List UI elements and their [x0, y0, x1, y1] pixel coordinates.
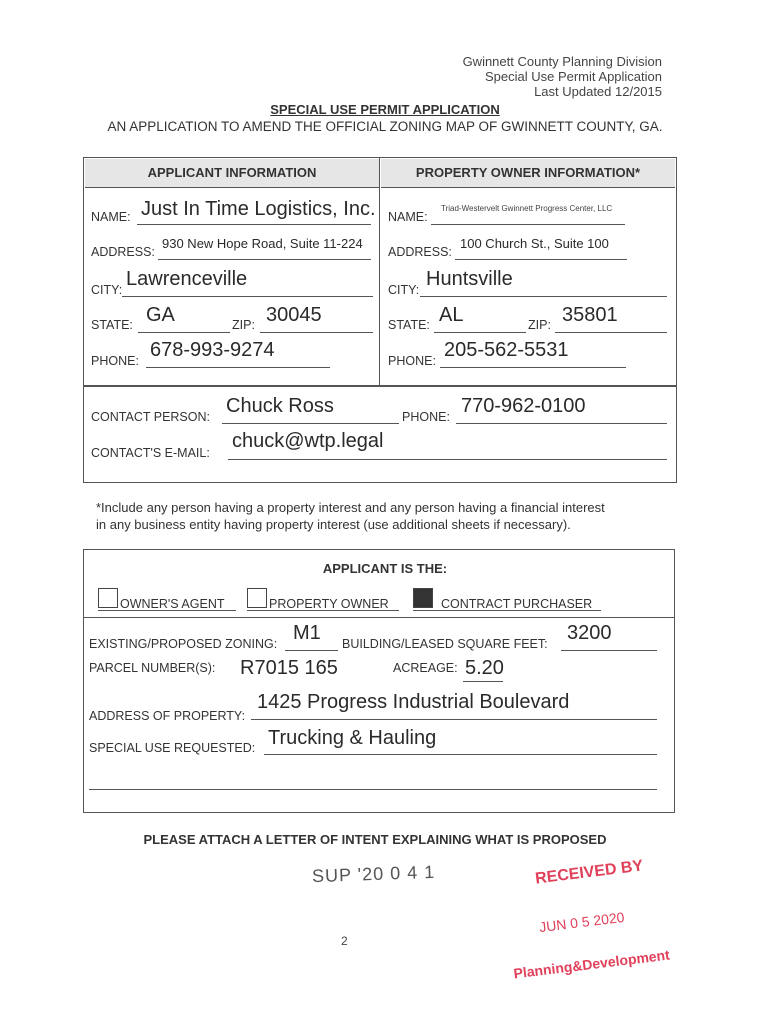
footnote-line-2: in any business entity having property interest (use additional sheets if necessary).: [96, 517, 571, 532]
property-owner-label: PROPERTY OWNER: [269, 597, 389, 611]
attach-note: PLEASE ATTACH A LETTER OF INTENT EXPLAINING WHAT IS PROPOSED: [143, 832, 607, 847]
applicant-city-line: [122, 296, 373, 297]
acreage-label: ACREAGE:: [393, 661, 458, 675]
column-divider: [379, 157, 380, 386]
applicant-name-value[interactable]: Just In Time Logistics, Inc.: [141, 198, 376, 220]
applicant-phone-label: PHONE:: [91, 354, 139, 368]
parcel-label: PARCEL NUMBER(S):: [89, 661, 216, 675]
applicant-state-label: STATE:: [91, 318, 133, 332]
applicant-state-value[interactable]: GA: [146, 304, 175, 326]
applicant-is-box: [83, 549, 675, 813]
footnote: [96, 499, 605, 533]
applicant-state-line: [138, 332, 230, 333]
owner-address-line: [455, 259, 627, 260]
owner-phone-label: PHONE:: [388, 354, 436, 368]
contact-email-label: CONTACT'S E-MAIL:: [91, 446, 210, 460]
footnote-line-1: *Include any person having a property interest and any person having a financial interest: [96, 500, 605, 515]
header-updated: Last Updated 12/2015: [534, 84, 662, 99]
zoning-label: EXISTING/PROPOSED ZONING:: [89, 637, 278, 651]
acreage-line: [463, 681, 503, 682]
applicant-phone-value[interactable]: 678-993-9274: [150, 339, 275, 361]
applicant-heading: APPLICANT INFORMATION: [85, 159, 379, 188]
applicant-address-line: [158, 259, 371, 260]
owner-state-value[interactable]: AL: [439, 304, 464, 326]
applicant-zip-value[interactable]: 30045: [266, 304, 322, 326]
owner-state-label: STATE:: [388, 318, 430, 332]
contact-person-line: [222, 423, 399, 424]
page-number: 2: [341, 934, 348, 948]
zoning-line: [285, 650, 338, 651]
contact-person-label: CONTACT PERSON:: [91, 410, 210, 424]
applicant-address-value[interactable]: 930 New Hope Road, Suite 11-224: [162, 236, 363, 251]
special-use-value[interactable]: Trucking & Hauling: [268, 727, 437, 749]
property-address-line: [251, 719, 657, 720]
owner-zip-value[interactable]: 35801: [562, 304, 618, 326]
special-use-extra-line: [89, 789, 657, 790]
contract-purchaser-label: CONTRACT PURCHASER: [441, 597, 593, 611]
owner-address-label: ADDRESS:: [388, 245, 452, 259]
page-title-wrap: [0, 102, 770, 117]
applicant-address-label: ADDRESS:: [91, 245, 155, 259]
owner-state-line: [434, 332, 526, 333]
owner-name-value[interactable]: Triad-Westervelt Gwinnett Progress Center, LLC: [441, 204, 613, 213]
owner-phone-value[interactable]: 205-562-5531: [444, 339, 569, 361]
header-form-name: Special Use Permit Application: [484, 69, 662, 84]
owners-agent-line: [98, 610, 236, 611]
section-divider: [84, 617, 674, 618]
contact-phone-line: [456, 423, 667, 424]
owners-agent-checkbox[interactable]: [98, 588, 118, 608]
sqft-line: [561, 650, 657, 651]
special-use-label: SPECIAL USE REQUESTED:: [89, 741, 256, 755]
owner-heading: PROPERTY OWNER INFORMATION*: [381, 159, 675, 188]
page-subtitle: AN APPLICATION TO AMEND THE OFFICIAL ZONING MAP OF GWINNETT COUNTY, GA.: [107, 119, 663, 134]
contact-person-value[interactable]: Chuck Ross: [226, 395, 334, 417]
contract-purchaser-checkbox[interactable]: [413, 588, 433, 608]
owner-address-value[interactable]: 100 Church St., Suite 100: [460, 236, 609, 251]
contract-purchaser-line: [413, 610, 601, 611]
contact-phone-label: PHONE:: [402, 410, 450, 424]
header-block: [463, 54, 662, 99]
received-stamp: RECEIVED BY: [534, 857, 645, 888]
property-owner-line: [247, 610, 399, 611]
owner-name-label: NAME:: [388, 210, 428, 224]
applicant-name-label: NAME:: [91, 210, 131, 224]
sqft-label: BUILDING/LEASED SQUARE FEET:: [342, 637, 548, 651]
page-title: SPECIAL USE PERMIT APPLICATION: [270, 102, 500, 117]
owner-city-value[interactable]: Huntsville: [426, 268, 513, 290]
sqft-value[interactable]: 3200: [567, 622, 612, 644]
contact-email-value[interactable]: chuck@wtp.legal: [232, 430, 384, 452]
owner-name-line: [431, 224, 625, 225]
received-date: JUN 0 5 2020: [538, 908, 626, 936]
applicant-name-line: [137, 224, 371, 225]
received-dept: Planning&Development: [512, 946, 671, 982]
owner-zip-line: [555, 332, 667, 333]
parcel-value[interactable]: R7015 165: [240, 657, 338, 679]
owner-city-line: [420, 296, 667, 297]
contact-email-line: [228, 459, 667, 460]
property-address-value[interactable]: 1425 Progress Industrial Boulevard: [257, 691, 570, 713]
applicant-zip-line: [260, 332, 373, 333]
special-use-line: [264, 754, 657, 755]
owner-city-label: CITY:: [388, 283, 420, 297]
property-owner-checkbox[interactable]: [247, 588, 267, 608]
applicant-zip-label: ZIP:: [232, 318, 255, 332]
applicant-is-heading: APPLICANT IS THE:: [322, 561, 448, 576]
header-division: Gwinnett County Planning Division: [462, 54, 662, 69]
acreage-value[interactable]: 5.20: [465, 657, 504, 679]
owner-zip-label: ZIP:: [528, 318, 551, 332]
applicant-city-label: CITY:: [91, 283, 123, 297]
zoning-value[interactable]: M1: [293, 622, 321, 644]
owners-agent-label: OWNER'S AGENT: [120, 597, 225, 611]
applicant-phone-line: [146, 367, 330, 368]
property-address-label: ADDRESS OF PROPERTY:: [89, 709, 246, 723]
contact-phone-value[interactable]: 770-962-0100: [461, 395, 586, 417]
case-number: SUP '20 0 4 1: [311, 861, 436, 887]
owner-phone-line: [440, 367, 626, 368]
applicant-city-value[interactable]: Lawrenceville: [126, 268, 248, 290]
